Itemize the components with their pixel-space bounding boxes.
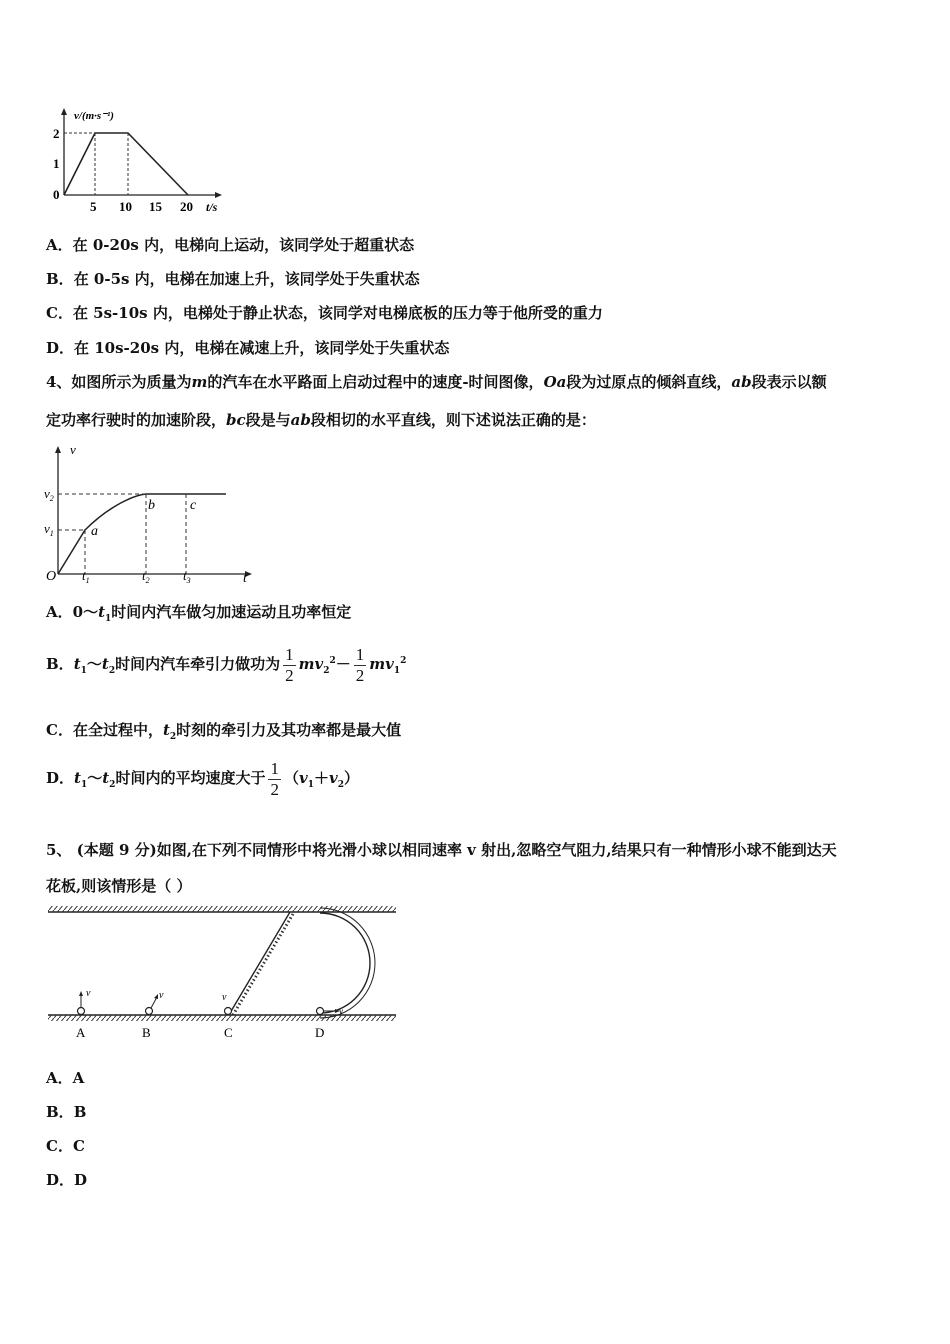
q3-option-a <box>46 235 414 255</box>
q4-option-b <box>46 640 406 692</box>
option-text: 时间内汽车牵引力做功为 <box>115 655 281 673</box>
stem-text: 段相切的水平直线，则下述说法正确的是： <box>310 411 596 429</box>
q5-option-d <box>46 1170 87 1190</box>
option-text: 在 5s-10s 内，电梯处于静止状态，该同学对电梯底板的压力等于他所受的重力 <box>72 304 603 322</box>
subscript: 1 <box>393 666 401 676</box>
stem-text: 4、如图所示为质量为 <box>46 373 192 391</box>
fraction-half <box>354 645 367 686</box>
var-oa: Oa <box>543 373 567 391</box>
q4-option-c <box>46 720 401 747</box>
paren: （ <box>283 769 299 787</box>
scenario-label-c: C <box>224 1025 233 1040</box>
option-letter: C． <box>46 304 73 322</box>
option-letter: A． <box>46 236 73 254</box>
option-text: 在 0-5s 内，电梯在加速上升，该同学处于失重状态 <box>73 270 420 288</box>
option-text: 时间内汽车做匀加速运动且功率恒定 <box>111 603 352 621</box>
elevator-vt-graph <box>40 100 240 220</box>
stem-text: 段表示以额 <box>751 373 827 391</box>
var-t: t <box>74 769 81 787</box>
velocity-label-a: v <box>86 988 91 999</box>
ball-launch-figure <box>44 904 404 1044</box>
q5-stem-line1: 5、 (本题 9 分)如图,在下列不同情形中将光滑小球以相同速率 v 射出,忽略空气阻力,结果只有一种情形小球不能到达天 <box>46 841 837 859</box>
t-axis-label: t <box>243 571 247 586</box>
var-ab: ab <box>731 373 752 391</box>
option-letter: C． <box>46 1137 73 1155</box>
subscript: 1 <box>80 666 87 676</box>
superscript: 2 <box>400 656 407 666</box>
t3-label: $t_3$ <box>183 568 191 585</box>
y-tick-2: 2 <box>53 126 60 141</box>
scenario-label-b: B <box>142 1025 151 1040</box>
q5-stem-line2: 花板,则该情形是（ ） <box>46 877 192 895</box>
v-axis-label: v <box>70 442 76 457</box>
q5-option-a <box>46 1068 84 1088</box>
scenario-label-d: D <box>315 1025 325 1040</box>
var-bc: bc <box>226 411 246 429</box>
option-letter: B． <box>46 655 74 673</box>
minus-sign: － <box>335 655 351 673</box>
q5-option-c <box>46 1136 85 1156</box>
denominator: 2 <box>285 665 294 685</box>
t1-label: $t_1$ <box>82 568 90 585</box>
stem-text: 段是与 <box>245 411 291 429</box>
denominator: 2 <box>355 665 365 685</box>
point-c-label: c <box>190 498 197 513</box>
numerator: 1 <box>270 758 279 778</box>
var-t: t <box>102 769 110 787</box>
option-text: C <box>72 1137 85 1155</box>
t2-label: $t_2$ <box>142 568 150 585</box>
option-letter: D． <box>46 769 75 787</box>
q5-option-b <box>46 1102 86 1122</box>
point-b-label: b <box>148 498 155 513</box>
plus-sign: ＋ <box>313 769 329 787</box>
var-t: t <box>162 721 170 739</box>
q3-option-c <box>46 303 603 323</box>
subscript: 2 <box>323 666 330 676</box>
x-tick-10: 10 <box>119 199 132 214</box>
var-t: t <box>98 603 106 621</box>
option-letter: C． <box>46 721 73 739</box>
option-text: B <box>73 1103 87 1121</box>
q3-option-b <box>46 269 420 289</box>
var-m: m <box>191 373 208 391</box>
q4-stem-line2 <box>46 410 596 430</box>
velocity-label-b: v <box>159 990 164 1001</box>
stem-text: 定功率行驶时的加速阶段， <box>46 411 227 429</box>
fraction-half <box>268 759 281 800</box>
v2-label: $v_2$ <box>44 486 54 503</box>
option-text: 时间内的平均速度大于 <box>115 769 266 787</box>
option-text: 在 10s-20s 内，电梯在减速上升，该同学处于失重状态 <box>74 339 450 357</box>
option-letter: D． <box>46 1171 75 1189</box>
origin-label: O <box>46 569 57 584</box>
x-axis-label: t/s <box>206 200 218 214</box>
stem-text: 段为过原点的倾斜直线， <box>566 373 732 391</box>
superscript: 2 <box>329 656 336 666</box>
subscript: 2 <box>169 732 177 742</box>
car-vt-graph <box>40 440 260 590</box>
q4-option-a <box>46 602 351 629</box>
x-tick-15: 15 <box>149 199 162 214</box>
tilde: ～ <box>87 769 103 787</box>
option-text: A <box>72 1069 85 1087</box>
v1-label: $v_1$ <box>44 521 54 538</box>
subscript: 2 <box>109 780 116 790</box>
subscript: 2 <box>108 666 116 676</box>
stem-text: 的汽车在水平路面上启动过程中的速度-时间图像， <box>207 373 544 391</box>
var-mv: mv <box>298 655 324 673</box>
option-text: D <box>74 1171 88 1189</box>
option-text: 时刻的牵引力及其功率都是最大值 <box>176 721 402 739</box>
x-tick-20: 20 <box>180 199 193 214</box>
var-v: v <box>298 769 308 787</box>
tilde: ～ <box>86 655 102 673</box>
y-tick-1: 1 <box>53 156 60 171</box>
point-a-label: a <box>91 524 98 539</box>
option-letter: B． <box>46 270 74 288</box>
option-letter: A． <box>46 1069 73 1087</box>
paren: ） <box>343 769 359 787</box>
option-letter: B． <box>46 1103 74 1121</box>
option-text: 在全过程中， <box>72 721 163 739</box>
velocity-label-c: v <box>222 992 227 1003</box>
y-axis-label: v/(m·s⁻¹) <box>74 110 114 122</box>
var-t: t <box>73 655 81 673</box>
option-text: 0～ <box>72 603 99 621</box>
q4-stem-line1 <box>46 372 827 392</box>
denominator: 2 <box>270 779 279 799</box>
var-ab: ab <box>290 411 311 429</box>
subscript: 2 <box>337 780 344 790</box>
subscript: 1 <box>307 780 314 790</box>
velocity-label-d: v <box>339 1006 343 1016</box>
numerator: 1 <box>355 644 365 664</box>
x-tick-5: 5 <box>90 199 97 214</box>
q4-option-d <box>46 757 359 806</box>
option-letter: A． <box>46 603 73 621</box>
numerator: 1 <box>285 644 294 664</box>
scenario-label-a: A <box>76 1025 86 1040</box>
var-mv: mv <box>369 655 394 673</box>
q3-option-d <box>46 338 449 358</box>
var-t: t <box>101 655 109 673</box>
option-letter: D． <box>46 339 75 357</box>
option-text: 在 0-20s 内，电梯向上运动，该同学处于超重状态 <box>72 236 415 254</box>
subscript: 1 <box>80 780 88 790</box>
subscript: 1 <box>105 614 112 624</box>
var-v: v <box>328 769 338 787</box>
fraction-half <box>283 645 296 686</box>
y-tick-0: 0 <box>53 187 60 202</box>
